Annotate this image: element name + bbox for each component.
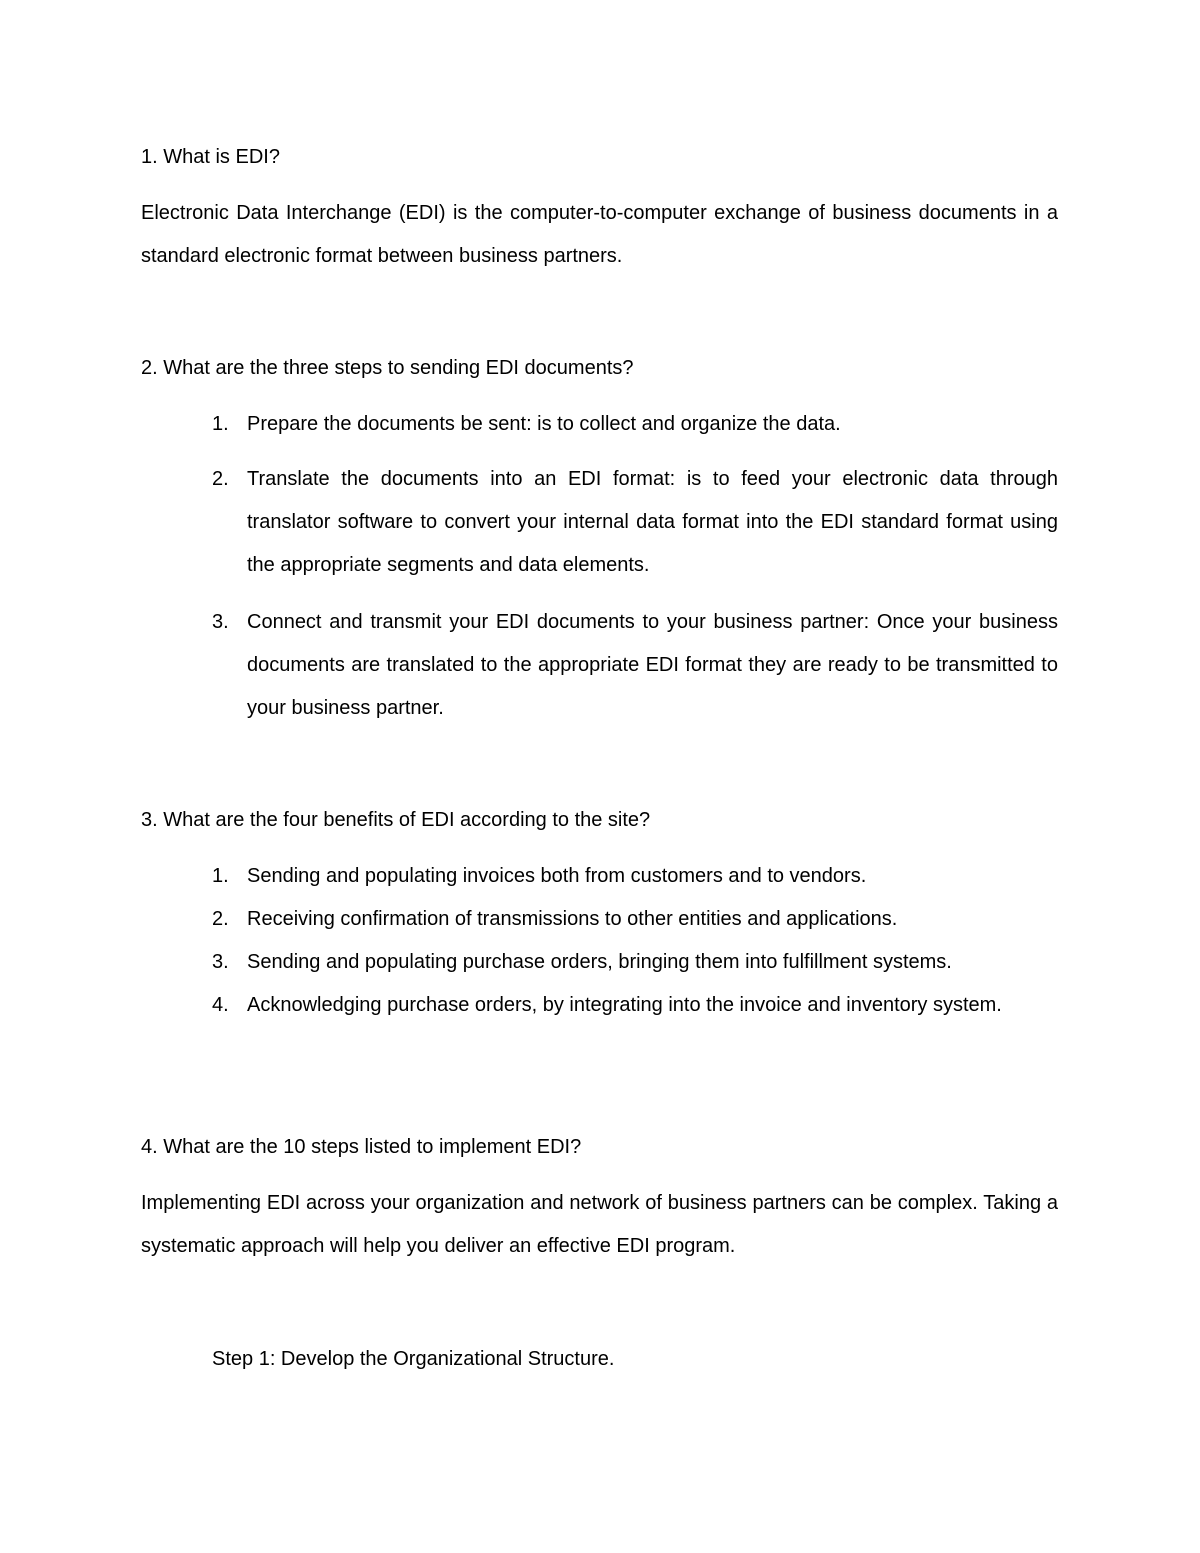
list-number: 2.	[212, 908, 229, 930]
q2-list-item	[212, 601, 1058, 730]
list-number: 4.	[212, 994, 229, 1016]
question-4-heading: 4. What are the 10 steps listed to implement EDI?	[141, 1136, 582, 1158]
question-1-answer: Electronic Data Interchange (EDI) is the computer-to-computer exchange of business documents in a standard electronic format between business partners.	[141, 202, 1058, 267]
question-3-heading: 3. What are the four benefits of EDI according to the site?	[141, 809, 651, 831]
list-number: 1.	[212, 865, 229, 887]
question-2-heading: 2. What are the three steps to sending EDI documents?	[141, 357, 634, 379]
question-1-heading: 1. What is EDI?	[141, 146, 280, 168]
list-item-text: Acknowledging purchase orders, by integrating into the invoice and inventory system.	[247, 994, 1002, 1016]
list-item-text: Sending and populating invoices both from customers and to vendors.	[247, 865, 867, 887]
question-4-intro: Implementing EDI across your organization and network of business partners can be complex. Taking a systematic approach will help you deliver an effective EDI program.	[141, 1192, 1058, 1257]
list-item-text: Connect and transmit your EDI documents to your business partner: Once your business documents are translated to the appropriate EDI format they are ready to be transmitted to your business partner.	[247, 611, 1058, 719]
q3-list-item	[212, 898, 1058, 941]
list-item-text: Receiving confirmation of transmissions to other entities and applications.	[247, 908, 898, 930]
list-item-text: Prepare the documents be sent: is to collect and organize the data.	[247, 413, 841, 435]
list-item-text: Sending and populating purchase orders, bringing them into fulfillment systems.	[247, 951, 952, 973]
list-number: 1.	[212, 413, 229, 435]
q3-list-item	[212, 855, 1058, 898]
list-number: 2.	[212, 468, 229, 490]
q3-list-item	[212, 941, 1058, 984]
list-number: 3.	[212, 611, 229, 633]
list-number: 3.	[212, 951, 229, 973]
q2-list-item	[212, 458, 1058, 587]
step-1-heading: Step 1: Develop the Organizational Structure.	[212, 1348, 615, 1370]
q2-list-item	[212, 403, 1058, 446]
list-item-text: Translate the documents into an EDI format: is to feed your electronic data through translator software to convert your internal data format into the EDI standard format using the appropriate segments and data elements.	[247, 468, 1058, 576]
q3-list-item	[212, 984, 1058, 1027]
